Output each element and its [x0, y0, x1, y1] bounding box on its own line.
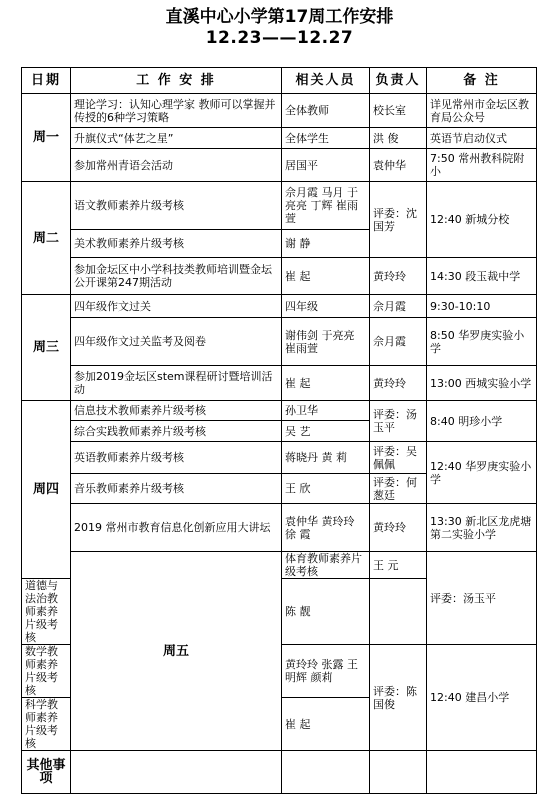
- lead-cell: 评委：陈国俊: [370, 645, 427, 751]
- people-cell: 王 元: [370, 552, 427, 579]
- note-cell: 12:40 建昌小学: [427, 645, 537, 751]
- task-cell: 综合实践教师素养片级考核: [71, 421, 282, 442]
- lead-cell: 校长室: [370, 94, 427, 128]
- table-row: [22, 552, 537, 579]
- page-title: 直溪中心小学第17周工作安排: [165, 7, 394, 27]
- people-cell: 崔 起: [282, 258, 370, 295]
- table-row: [22, 182, 537, 230]
- note-cell: 9:30-10:10: [427, 295, 537, 318]
- task-cell: 音乐教师素养片级考核: [71, 474, 282, 504]
- task-cell: 语文教师素养片级考核: [71, 182, 282, 230]
- task-cell: 信息技术教师素养片级考核: [71, 401, 282, 421]
- header-date: 日期: [22, 68, 71, 94]
- people-cell: 四年级: [282, 295, 370, 318]
- day-friday: 周五: [71, 552, 282, 751]
- header-row: [22, 68, 537, 94]
- people-cell: 谢伟剑 于亮亮 崔雨萱: [282, 318, 370, 366]
- table-row: [22, 401, 537, 421]
- people-cell: 蒋晓丹 黄 莉: [282, 442, 370, 474]
- date-range: 12.23——12.27: [205, 28, 354, 48]
- note-cell: 12:40 华罗庚实验小学: [427, 442, 537, 504]
- header-note: 备 注: [427, 68, 537, 94]
- task-cell: 参加金坛区中小学科技类教师培训暨金坛公开课第247期活动: [71, 258, 282, 295]
- table-row: [22, 149, 537, 182]
- lead-cell: 黄玲玲: [370, 504, 427, 552]
- schedule-table: [21, 67, 537, 794]
- lead-cell: 评委：汤玉平: [370, 401, 427, 442]
- lead-cell: 评委：汤玉平: [427, 552, 537, 645]
- table-row: [22, 504, 537, 552]
- task-cell: 四年级作文过关: [71, 295, 282, 318]
- lead-cell: 评委：沈国芳: [370, 182, 427, 258]
- note-cell: 12:40 新城分校: [427, 182, 537, 258]
- people-cell: 陈 靓: [282, 579, 370, 645]
- note-cell: 7:50 常州教科院附小: [427, 149, 537, 182]
- task-cell: 2019 常州市教育信息化创新应用大讲坛: [71, 504, 282, 552]
- lead-cell: 评委：何葱廷: [370, 474, 427, 504]
- people-cell: 崔 起: [282, 366, 370, 401]
- note-cell: [427, 751, 537, 794]
- people-cell: 佘月霞 马月 于亮亮 丁辉 崔雨萱: [282, 182, 370, 230]
- note-cell: 14:30 段玉裁中学: [427, 258, 537, 295]
- people-cell: 全体教师: [282, 94, 370, 128]
- people-cell: [282, 751, 370, 794]
- task-cell: 英语教师素养片级考核: [71, 442, 282, 474]
- day-tuesday: 周二: [22, 182, 71, 295]
- lead-cell: 洪 俊: [370, 128, 427, 149]
- note-cell: 详见常州市金坛区教育局公众号: [427, 94, 537, 128]
- lead-cell: [370, 751, 427, 794]
- task-cell: 参加常州青语会活动: [71, 149, 282, 182]
- task-cell: 数学教师素养片级考核: [22, 645, 71, 698]
- people-cell: 崔 起: [282, 698, 370, 751]
- task-cell: 参加2019金坛区stem课程研讨暨培训活动: [71, 366, 282, 401]
- day-thursday: 周四: [22, 401, 71, 579]
- day-wednesday: 周三: [22, 295, 71, 401]
- people-cell: 王 欣: [282, 474, 370, 504]
- task-cell: 四年级作文过关监考及阅卷: [71, 318, 282, 366]
- table-row: [22, 366, 537, 401]
- note-cell: 13:00 西城实验小学: [427, 366, 537, 401]
- people-cell: 孙卫华: [282, 401, 370, 421]
- task-cell: 科学教师素养片级考核: [22, 698, 71, 751]
- task-cell: 升旗仪式“体艺之星”: [71, 128, 282, 149]
- people-cell: 居国平: [282, 149, 370, 182]
- note-cell: 13:30 新北区龙虎塘第二实验小学: [427, 504, 537, 552]
- people-cell: 吴 艺: [282, 421, 370, 442]
- lead-cell: 评委：吴佩佩: [370, 442, 427, 474]
- lead-cell: 袁仲华: [370, 149, 427, 182]
- table-row: [22, 258, 537, 295]
- day-monday: 周一: [22, 94, 71, 182]
- table-row: [22, 751, 537, 794]
- table-row: [22, 94, 537, 128]
- task-cell: 体育教师素养片级考核: [282, 552, 370, 579]
- table-row: [22, 318, 537, 366]
- task-cell: 理论学习：认知心理学家 教师可以掌握并传授的6种学习策略: [71, 94, 282, 128]
- day-other: 其他事项: [22, 751, 71, 794]
- people-cell: 袁仲华 黄玲玲 徐 霞: [282, 504, 370, 552]
- note-cell: 8:50 华罗庚实验小学: [427, 318, 537, 366]
- note-cell: 8:40 明珍小学: [427, 401, 537, 442]
- people-cell: 黄玲玲 张露 王明辉 颜莉: [282, 645, 370, 698]
- table-row: [22, 442, 537, 474]
- header-task: 工 作 安 排: [71, 68, 282, 94]
- people-cell: 谢 静: [282, 230, 370, 258]
- lead-cell: 佘月霞: [370, 295, 427, 318]
- people-cell: 全体学生: [282, 128, 370, 149]
- header-lead: 负责人: [370, 68, 427, 94]
- lead-cell: 佘月霞: [370, 318, 427, 366]
- task-cell: 道德与法治教师素养片级考核: [22, 579, 71, 645]
- lead-cell: 黄玲玲: [370, 366, 427, 401]
- note-cell: 英语节启动仪式: [427, 128, 537, 149]
- table-row: [22, 295, 537, 318]
- task-cell: [71, 751, 282, 794]
- task-cell: 美术教师素养片级考核: [71, 230, 282, 258]
- header-people: 相关人员: [282, 68, 370, 94]
- table-row: [22, 128, 537, 149]
- lead-cell: 黄玲玲: [370, 258, 427, 295]
